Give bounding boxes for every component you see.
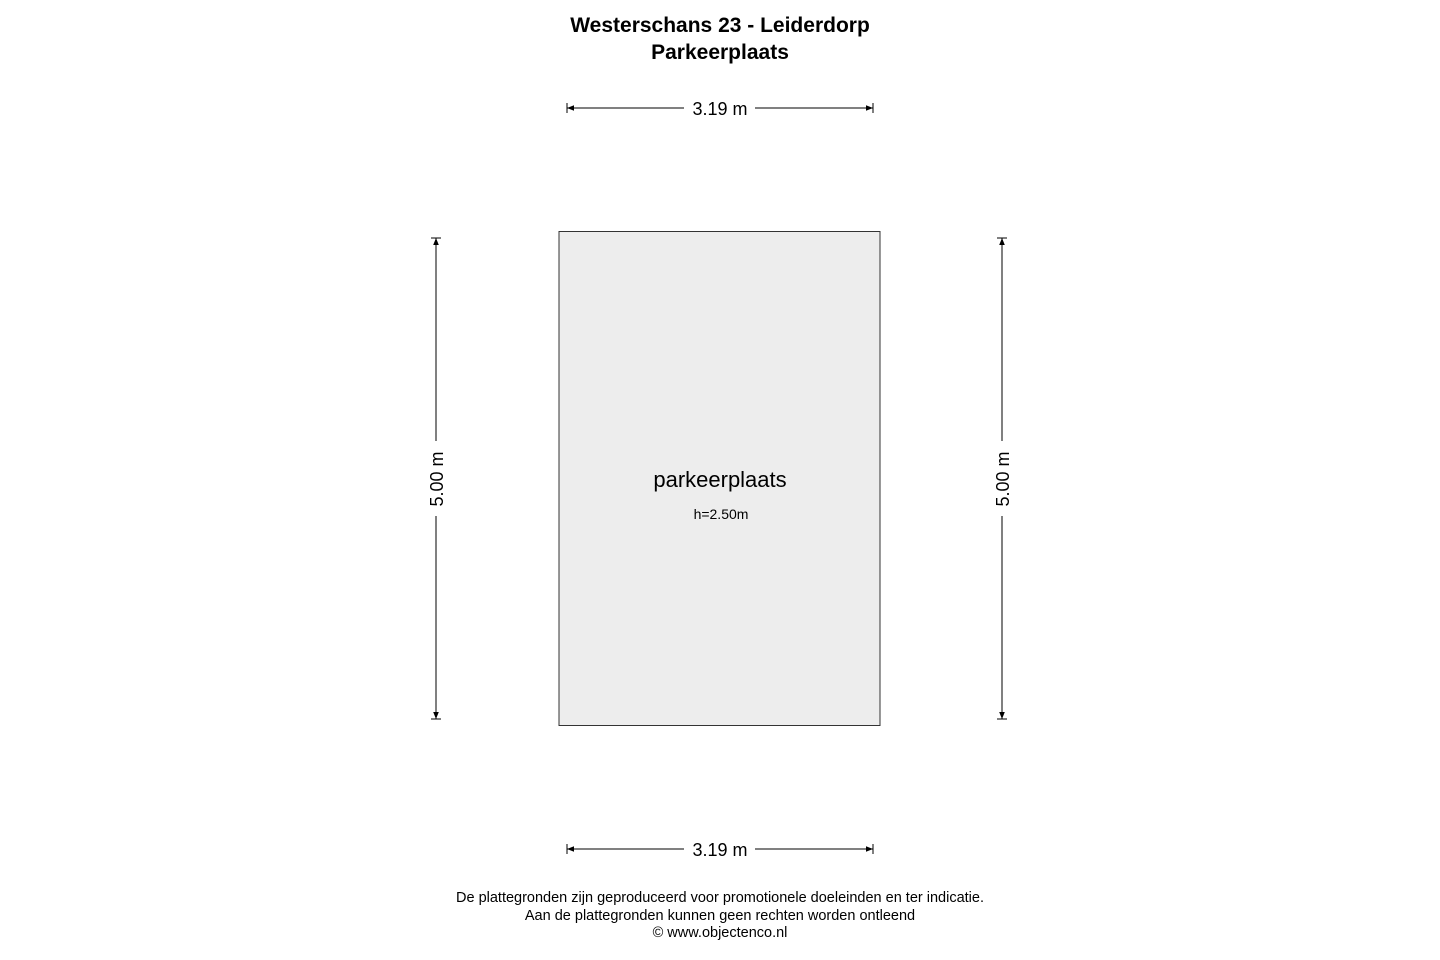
bottom-dimension-label: 3.19 m (692, 840, 748, 860)
left-dimension-label: 5.00 m (427, 451, 447, 507)
left-dimension (427, 238, 447, 719)
plan-subtitle: Parkeerplaats (651, 41, 789, 64)
copyright-line: © www.objectenco.nl (652, 925, 788, 941)
room-name-label: parkeerplaats (653, 467, 787, 492)
top-dimension (567, 99, 873, 119)
bottom-dimension (567, 840, 873, 860)
top-dimension-label: 3.19 m (692, 99, 748, 119)
disclaimer-line-1: De plattegronden zijn geproduceerd voor promotionele doeleinden en ter indicatie. (456, 890, 984, 906)
disclaimer-line-2: Aan de plattegronden kunnen geen rechten worden ontleend (524, 907, 916, 924)
plan-title: Westerschans 23 - Leiderdorp (570, 14, 870, 37)
right-dimension (993, 238, 1013, 719)
room-height-label: h=2.50m (693, 506, 749, 522)
right-dimension-label: 5.00 m (993, 451, 1013, 507)
disclaimer (0, 890, 1440, 943)
